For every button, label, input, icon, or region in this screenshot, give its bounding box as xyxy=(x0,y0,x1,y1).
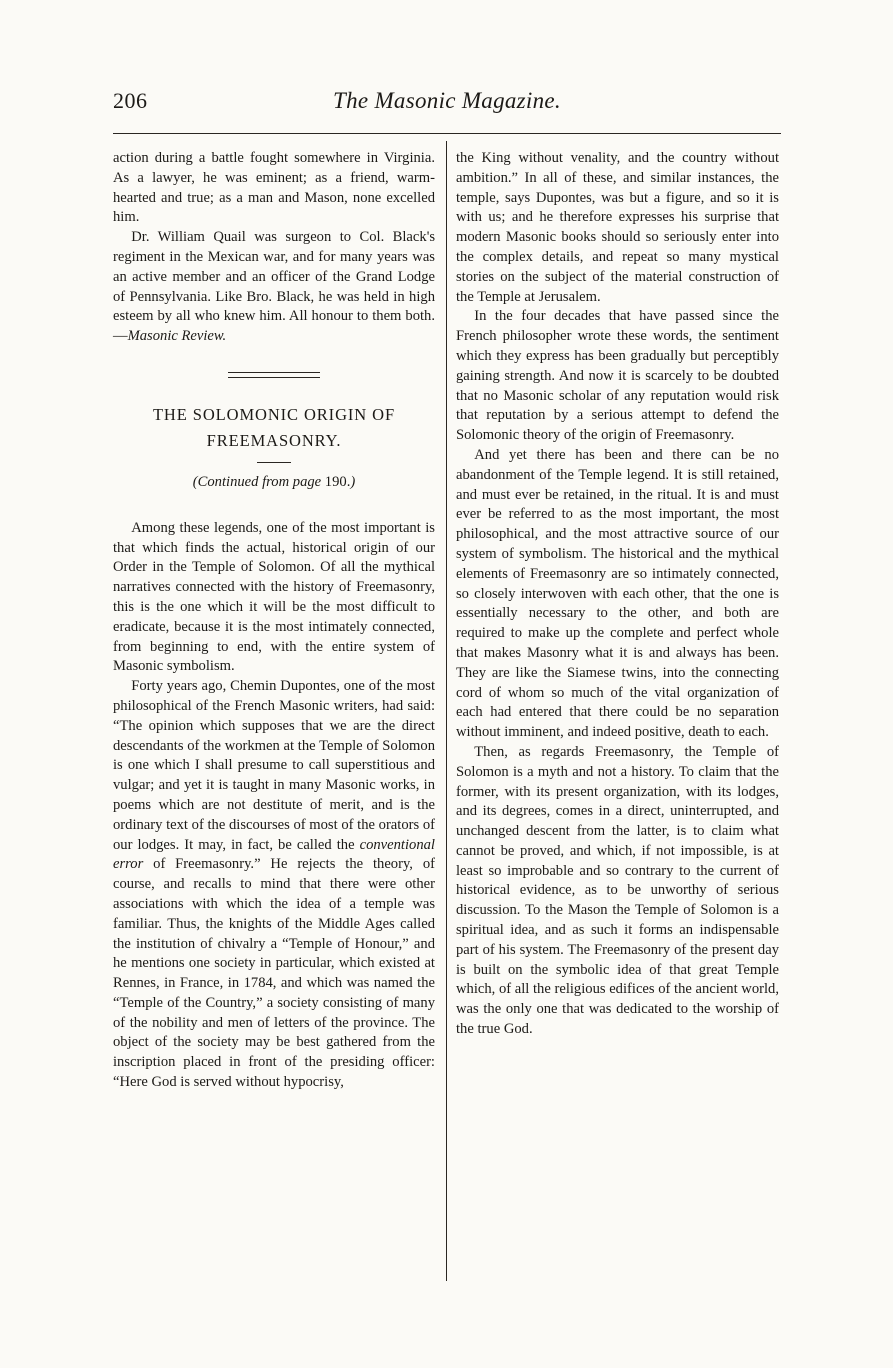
article-title-line: THE SOLOMONIC ORIGIN OF xyxy=(152,404,396,424)
paragraph xyxy=(113,228,435,347)
right-column xyxy=(456,149,779,1040)
paragraph: action during a battle fought somewhere in Virginia. As a lawyer, he was eminent; as a friend, warm-hearted and true; as a man and Mason, none excelled him. xyxy=(113,150,435,226)
section-separator xyxy=(228,372,320,378)
header-rule xyxy=(113,133,781,134)
running-title: The Masonic Magazine. xyxy=(333,88,561,113)
emphasis-text: conventional error xyxy=(113,836,435,873)
continued-page: 190. xyxy=(324,473,351,490)
column-divider xyxy=(446,141,447,1281)
paragraph: Then, as regards Freemasonry, the Temple of Solomon is a myth and not a history. To claim that the former, with its present organization, with its lodges, and its degrees, comes in a direct, uninterrupted, and unchanged descent from the latter, is to claim what cannot be proved, and which, if not impossible, is at least so improbable and so contrary to the current of historical evidence, as to be unworthy of serious discussion. To the Mason the Temple of Solomon is a spiritual idea, and as such it forms an indispensable part of his system. The Freemasonry of the present day is built on the symbolic idea of that great Temple which, of all the religious edifices of the ancient world, was the only one that was dedicated to the worship of the true God. xyxy=(456,743,779,1038)
paragraph-text: of Freemasonry.” He rejects the theory, of course, and recalls to mind that there were other associations with which the idea of a temple was familiar. Thus, the knights of the Middle Ages called the institution of chivalry a “Temple of Honour,” and he mentions one society in particular, which existed at Rennes, in France, in 1784, and which was named the “Temple of the Country,” a society consisting of many of the nobility and men of letters of the province. The object of the society may be best gathered from the inscription placed in front of the presiding officer: “Here God is served without hypocrisy, xyxy=(113,856,435,1091)
source-citation: Masonic Review. xyxy=(127,328,227,345)
article-title-line: FREEMASONRY. xyxy=(206,430,342,450)
paragraph xyxy=(113,677,435,1093)
article-title xyxy=(113,402,435,454)
paragraph: Among these legends, one of the most important is that which finds the actual, historical origin of our Order in the Temple of Solomon. Of all the mythical narratives connected with the history of Freemasonry, this is the one which it will be the most difficult to eradicate, because it is the most intimately connected, from beginning to end, with the entire system of Masonic symbolism. xyxy=(113,519,435,675)
continued-text: Continued from page xyxy=(197,473,322,490)
paren-close: ) xyxy=(350,473,356,490)
paragraph: In the four decades that have passed since the French philosopher wrote these words, the sentiment which they express has been gradually but perceptibly gaining strength. And now it is scarcely to be doubted that no Masonic scholar of any reputation would risk that reputation by a serious attempt to defend the Solomonic theory of the origin of Freemasonry. xyxy=(456,308,779,444)
paragraph: the King without venality, and the country without ambition.” In all of these, and similar instances, the temple, says Dupontes, was but a figure, and so it is with us; and he therefore expresses his surprise that modern Masonic books should so seriously enter into the complex details, and repeat so many mystical stories on the subject of the material construction of the Temple at Jerusalem. xyxy=(456,150,779,305)
paragraph-text: Forty years ago, Chemin Dupontes, one of the most philosophical of the French Masonic writers, had said: “The opinion which supposes that we are the direct descendants of the workmen at the Temple of Solomon is one which I shall presume to call superstitious and vulgar; and yet it is taught in many Masonic works, in poems which are not destitute of merit, and is the ordinary text of the discourses of most of the orators of our lodges. It may, in fact, be called the xyxy=(113,678,435,853)
title-rule xyxy=(257,462,291,463)
paragraph-text: Dr. William Quail was surgeon to Col. Black's regiment in the Mexican war, and for many years was an active member and an officer of the Grand Lodge of Pennsylvania. Like Bro. Black, he was held in high esteem by all who knew him. All honour to them both.— xyxy=(113,229,435,345)
left-column xyxy=(113,149,435,1093)
page-number: 206 xyxy=(113,88,148,113)
page-header xyxy=(113,88,781,128)
continued-note xyxy=(113,473,435,493)
paragraph: And yet there has been and there can be no abandonment of the Temple legend. It is still retained, and must ever be retained, in the ritual. It is and must ever be referred to as the most important, the most philosophical, and the most attractive source of our system of symbolism. The historical and the mythical elements of Freemasonry are so intimately connected, so closely interwoven with each other, that the one is essentially necessary to the other, and both are required to make up the complete and perfect whole that makes Masonry what it is and always has been. They are like the Siamese twins, into the connecting cord of whom so much of the vital organization of each had entered that there could be no separation without imminent, and indeed positive, death to each. xyxy=(456,446,779,741)
paren-open: ( xyxy=(192,473,198,490)
